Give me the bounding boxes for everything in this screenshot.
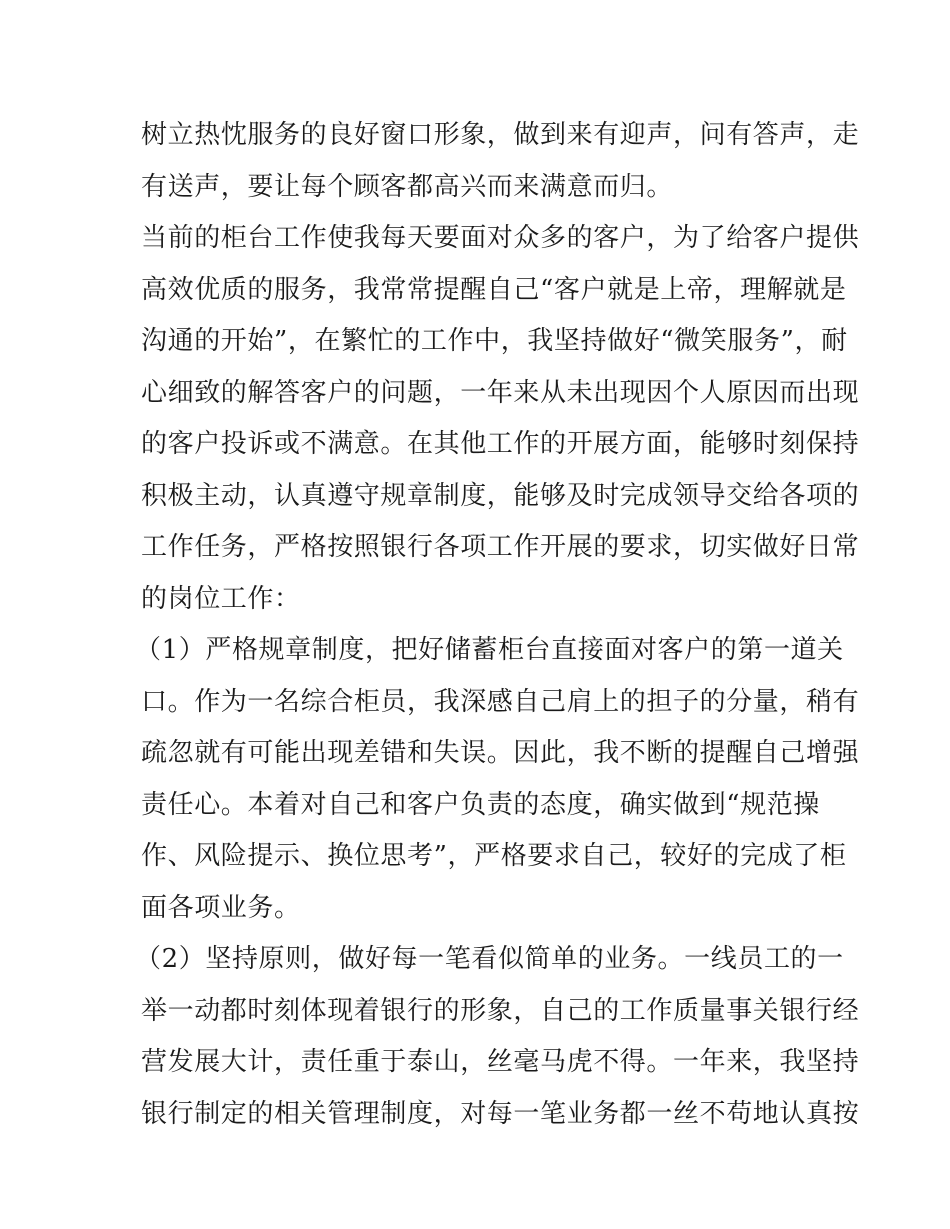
text-line: 沟通的开始”，在繁忙的工作中，我坚持做好“微笑服务”，耐 [141,326,848,356]
text-line: 作、风险提示、换位思考”，严格要求自己，较好的完成了柜 [141,841,847,871]
text-line: 面各项业务。 [141,892,301,923]
text-line: 的客户投诉或不满意。在其他工作的开展方面，能够时刻保持 [141,429,860,459]
text-line: 当前的柜台工作使我每天要面对众多的客户，为了给客户提供 [141,223,860,253]
text-line: 口。作为一名综合柜员，我深感自己肩上的担子的分量，稍有 [141,686,860,717]
text-line: 有送声，要让每个顾客都高兴而来满意而归。 [141,171,674,202]
text-line: 营发展大计，责任重于泰山，丝毫马虎不得。一年来，我坚持 [141,1047,860,1077]
list-item-heading: （1）严格规章制度，把好储蓄柜台直接面对客户的第一道关 [135,635,844,665]
document-body [135,110,860,1140]
text-line: 积极主动，认真遵守规章制度，能够及时完成领导交给各项的 [141,480,860,511]
text-line: 心细致的解答客户的问题，一年来从未出现因个人原因而出现 [141,377,860,408]
text-line: 高效优质的服务，我常常提醒自己“客户就是上帝，理解就是 [141,274,847,305]
list-item-heading: （2）坚持原则，做好每一笔看似简单的业务。一线员工的一 [135,944,844,974]
text-line: 举一动都时刻体现着银行的形象，自己的工作质量事关银行经 [141,995,860,1026]
text-line: 责任心。本着对自己和客户负责的态度，确实做到“规范操 [141,789,820,820]
text-line: 树立热忱服务的良好窗口形象，做到来有迎声，问有答声，走 [141,120,860,150]
text-line: 疏忽就有可能出现差错和失误。因此，我不断的提醒自己增强 [141,738,860,768]
text-line: 的岗位工作： [141,583,301,614]
text-line: 工作任务，严格按照银行各项工作开展的要求，切实做好日常 [141,532,860,562]
text-line: 银行制定的相关管理制度，对每一笔业务都一丝不苟地认真按 [141,1098,860,1129]
